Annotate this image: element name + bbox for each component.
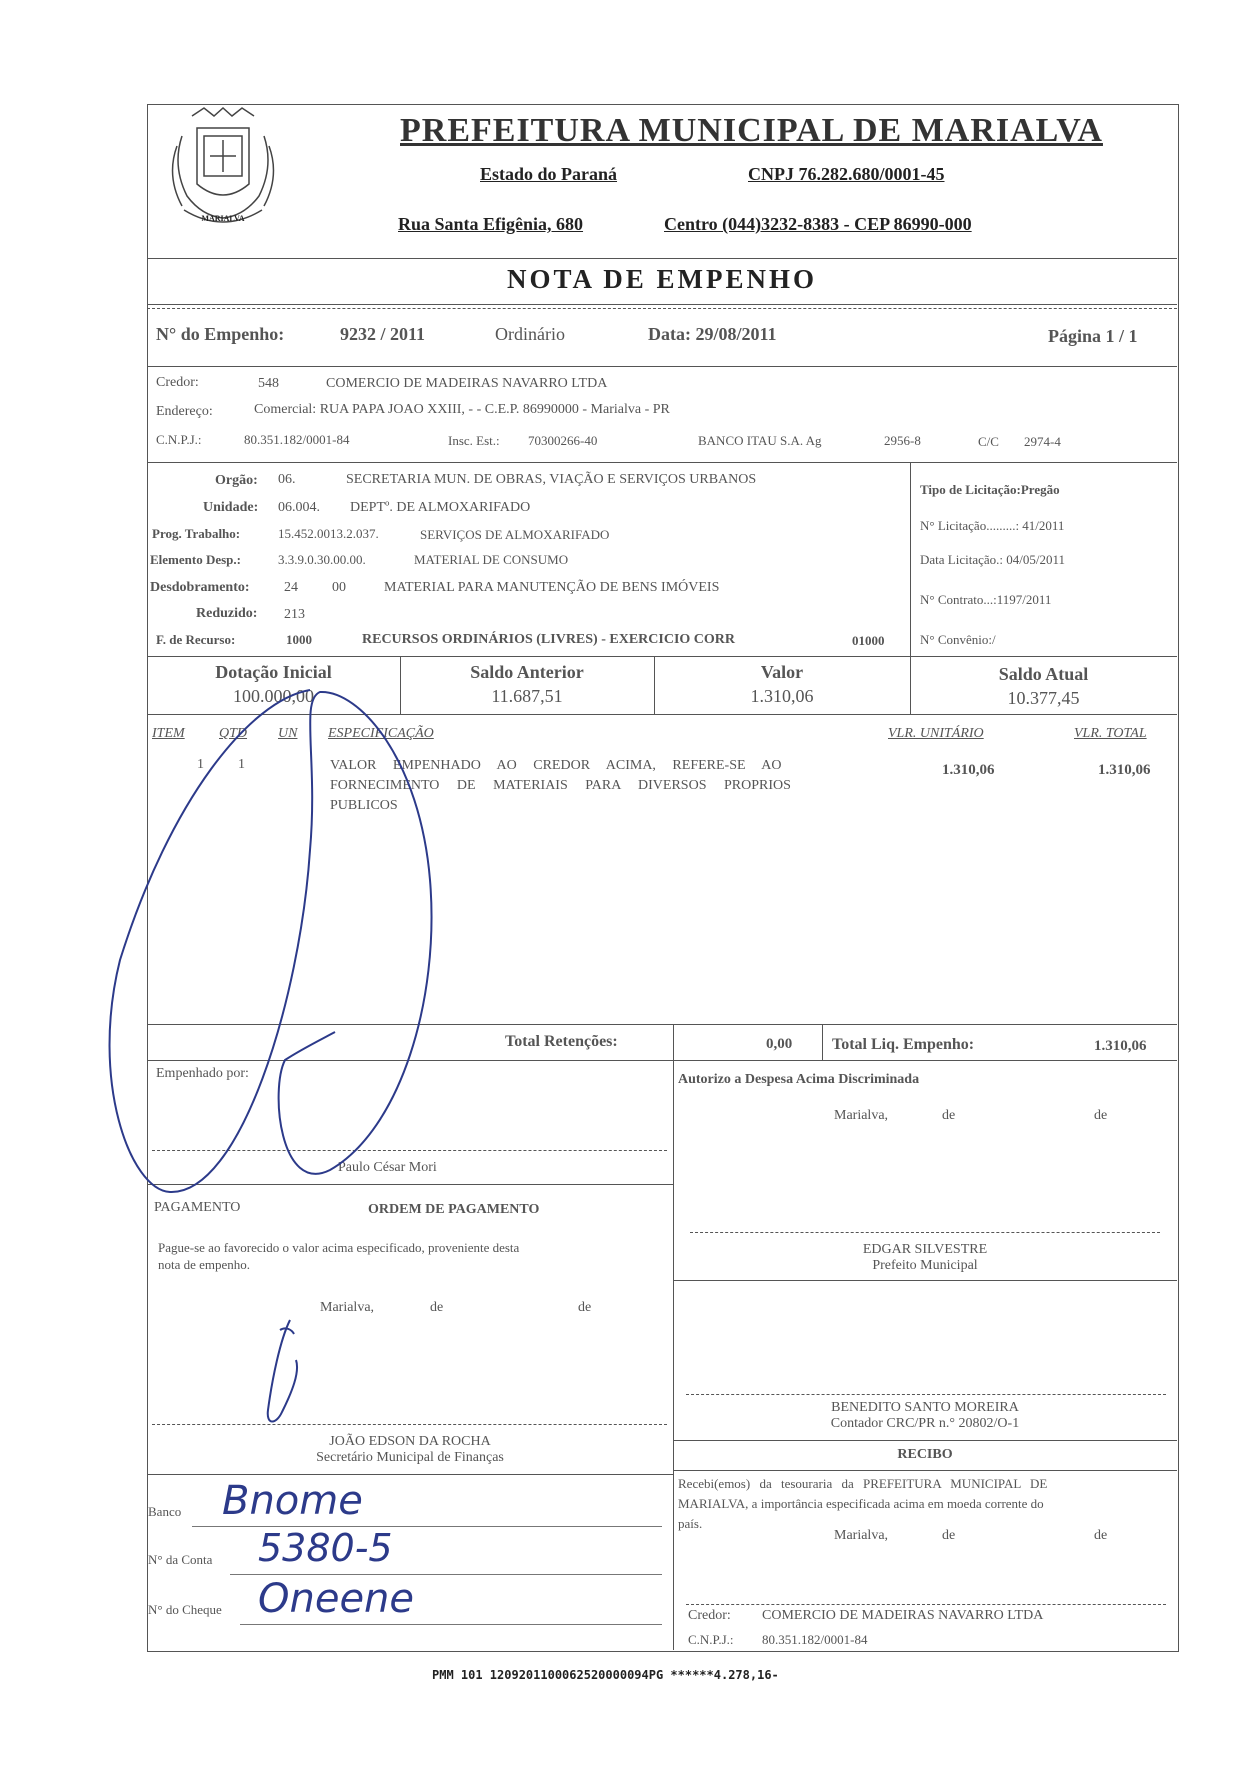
address-field-label: Endereço: — [156, 404, 213, 419]
state-label: Estado do Paraná — [480, 164, 618, 184]
recurso-label: F. de Recurso: — [156, 632, 236, 647]
item-unit-value: 1.310,06 — [942, 762, 995, 778]
item-spec-line3: PUBLICOS — [330, 798, 398, 813]
item-spec-line2: FORNECIMENTO DE MATERIAIS PARA DIVERSOS PROPRIOS — [330, 778, 791, 793]
prefeito-role: Prefeito Municipal — [872, 1258, 978, 1273]
valor-label: Valor — [760, 662, 804, 682]
desdobramento-code2: 00 — [332, 580, 346, 595]
logo-ribbon-text: MARIALVA — [201, 214, 245, 223]
total-liquido-label: Total Liq. Empenho: — [832, 1036, 975, 1053]
creditor-code: 548 — [258, 376, 279, 391]
pagamento-de1: de — [430, 1300, 444, 1315]
valor-value: 1.310,06 — [750, 686, 814, 706]
contador-role: Contador CRC/PR n.° 20802/O-1 — [830, 1416, 1020, 1431]
unidade-label: Unidade: — [203, 500, 259, 515]
unidade-code: 06.004. — [278, 500, 320, 515]
desdobramento-label: Desdobramento: — [150, 580, 250, 595]
item-qtd: 1 — [238, 757, 245, 772]
recibo-credor-label: Credor: — [688, 1608, 731, 1623]
elemento-label: Elemento Desp.: — [150, 552, 241, 567]
desdobramento-code1: 24 — [284, 580, 298, 595]
creditor-address: Comercial: RUA PAPA JOAO XXIII, - - C.E.P. 86990000 - Marialva - PR — [254, 402, 670, 417]
retencoes-value: 0,00 — [766, 1036, 793, 1052]
bank-agency: 2956-8 — [884, 433, 921, 448]
unidade-name: DEPTº. DE ALMOXARIFADO — [350, 500, 531, 515]
col-header-unit: VLR. UNITÁRIO — [888, 726, 984, 741]
pagamento-place: Marialva, — [320, 1300, 375, 1315]
numero-contrato: N° Contrato...:1197/2011 — [920, 592, 1052, 607]
col-header-spec: ESPECIFICAÇÃO — [328, 726, 434, 741]
empenhado-label: Empenhado por: — [156, 1066, 249, 1081]
saldo-atual-label: Saldo Atual — [998, 664, 1089, 684]
insc-value: 70300266-40 — [528, 433, 598, 448]
prog-code: 15.452.0013.2.037. — [278, 526, 379, 541]
conta-label: N° da Conta — [148, 1552, 213, 1567]
creditor-cnpj: 80.351.182/0001-84 — [244, 432, 350, 447]
autorizo-de1: de — [942, 1108, 956, 1123]
numero-licitacao: N° Licitação.........: 41/2011 — [920, 518, 1065, 533]
autorizo-place: Marialva, — [834, 1108, 889, 1123]
reduzido-value: 213 — [284, 607, 305, 622]
cheque-label: N° do Cheque — [148, 1602, 222, 1617]
orgao-code: 06. — [278, 472, 296, 487]
footer-barcode-text: PMM 101 1209201100062520000094PG ******4.278,16- — [432, 1668, 779, 1682]
recibo-cnpj: 80.351.182/0001-84 — [762, 1632, 868, 1647]
prefeito-name: EDGAR SILVESTRE — [862, 1242, 988, 1257]
tipo-licitacao: Tipo de Licitação:Pregão — [920, 482, 1060, 497]
empenhado-name: Paulo César Mori — [338, 1160, 437, 1175]
bank-name: BANCO ITAU S.A. Ag — [698, 433, 822, 448]
recibo-de2: de — [1094, 1528, 1108, 1543]
recurso-code2: 01000 — [852, 633, 885, 648]
cheque-handwritten: Oneene — [258, 1576, 415, 1622]
data-licitacao: Data Licitação.: 04/05/2011 — [920, 552, 1065, 567]
col-header-qtd: QTD — [219, 726, 248, 741]
document-title: NOTA DE EMPENHO — [506, 264, 818, 294]
pagamento-de2: de — [578, 1300, 592, 1315]
empenho-number: 9232 / 2011 — [340, 324, 426, 344]
banco-label: Banco — [148, 1504, 182, 1519]
cc-label: C/C — [978, 434, 999, 449]
recibo-label: RECIBO — [897, 1447, 953, 1462]
recibo-credor-name: COMERCIO DE MADEIRAS NAVARRO LTDA — [762, 1608, 1044, 1623]
col-header-un: UN — [278, 726, 298, 741]
reduzido-label: Reduzido: — [196, 606, 258, 621]
item-spec-line1: VALOR EMPENHADO AO CREDOR ACIMA, REFERE-SE AO — [330, 758, 782, 773]
ordem-pagamento-label: ORDEM DE PAGAMENTO — [368, 1202, 540, 1217]
conta-handwritten: 5380-5 — [258, 1526, 393, 1570]
empenho-date: Data: 29/08/2011 — [648, 324, 777, 344]
prog-name: SERVIÇOS DE ALMOXARIFADO — [420, 527, 610, 542]
dotacao-label: Dotação Inicial — [215, 662, 332, 682]
numero-convenio: N° Convênio:/ — [920, 632, 996, 647]
autorizo-label: Autorizo a Despesa Acima Discriminada — [678, 1072, 920, 1087]
recibo-text-line1: Recebi(emos) da tesouraria da PREFEITURA MUNICIPAL DE — [678, 1476, 1048, 1491]
recurso-code: 1000 — [286, 632, 312, 647]
desdobramento-name: MATERIAL PARA MANUTENÇÃO DE BENS IMÓVEIS — [384, 580, 720, 595]
page-title: PREFEITURA MUNICIPAL DE MARIALVA — [400, 112, 1103, 149]
pagamento-text-line2: nota de empenho. — [158, 1257, 251, 1272]
cc-value: 2974-4 — [1024, 434, 1061, 449]
col-header-total: VLR. TOTAL — [1074, 726, 1147, 741]
pagamento-text-line1: Pague-se ao favorecido o valor acima especificado, proveniente desta — [158, 1240, 520, 1255]
saldo-anterior-label: Saldo Anterior — [470, 662, 584, 682]
prog-label: Prog. Trabalho: — [152, 526, 241, 541]
secretario-name: JOÃO EDSON DA ROCHA — [329, 1434, 491, 1449]
item-number: 1 — [197, 757, 204, 772]
saldo-atual-value: 10.377,45 — [1007, 688, 1080, 708]
recibo-cnpj-label: C.N.P.J.: — [688, 1632, 734, 1647]
cnpj-label: CNPJ 76.282.680/0001-45 — [748, 164, 945, 184]
retencoes-label: Total Retenções: — [505, 1033, 618, 1050]
recibo-place: Marialva, — [834, 1528, 889, 1543]
elemento-code: 3.3.9.0.30.00.00. — [278, 552, 366, 567]
orgao-label: Orgão: — [215, 473, 258, 488]
recibo-text-line3: país. — [678, 1516, 703, 1531]
creditor-cnpj-label: C.N.P.J.: — [156, 432, 202, 447]
contador-name: BENEDITO SANTO MOREIRA — [831, 1400, 1019, 1415]
banco-handwritten: Bnome — [222, 1478, 363, 1524]
dotacao-value: 100.000,00 — [233, 686, 314, 706]
item-total-value: 1.310,06 — [1098, 762, 1151, 778]
autorizo-de2: de — [1094, 1108, 1108, 1123]
contact-label: Centro (044)3232-8383 - CEP 86990-000 — [664, 214, 972, 234]
creditor-label: Credor: — [156, 375, 199, 390]
saldo-anterior-value: 11.687,51 — [491, 686, 563, 706]
recibo-text-line2: MARIALVA, a importância especificada acima em moeda corrente do — [678, 1496, 1044, 1511]
total-liquido-value: 1.310,06 — [1094, 1038, 1147, 1054]
orgao-name: SECRETARIA MUN. DE OBRAS, VIAÇÃO E SERVIÇOS URBANOS — [346, 472, 757, 487]
elemento-name: MATERIAL DE CONSUMO — [414, 552, 569, 567]
secretario-role: Secretário Municipal de Finanças — [316, 1450, 504, 1465]
creditor-name: COMERCIO DE MADEIRAS NAVARRO LTDA — [326, 376, 608, 391]
col-header-item: ITEM — [152, 726, 185, 741]
insc-label: Insc. Est.: — [448, 433, 500, 448]
recurso-name: RECURSOS ORDINÁRIOS (LIVRES) - EXERCICIO CORR — [362, 632, 735, 647]
pagamento-label: PAGAMENTO — [154, 1200, 241, 1215]
page-number: Página 1 / 1 — [1048, 326, 1138, 346]
empenho-number-label: N° do Empenho: — [156, 324, 285, 344]
empenho-type: Ordinário — [495, 324, 565, 344]
recibo-de1: de — [942, 1528, 956, 1543]
address-label: Rua Santa Efigênia, 680 — [398, 214, 584, 234]
